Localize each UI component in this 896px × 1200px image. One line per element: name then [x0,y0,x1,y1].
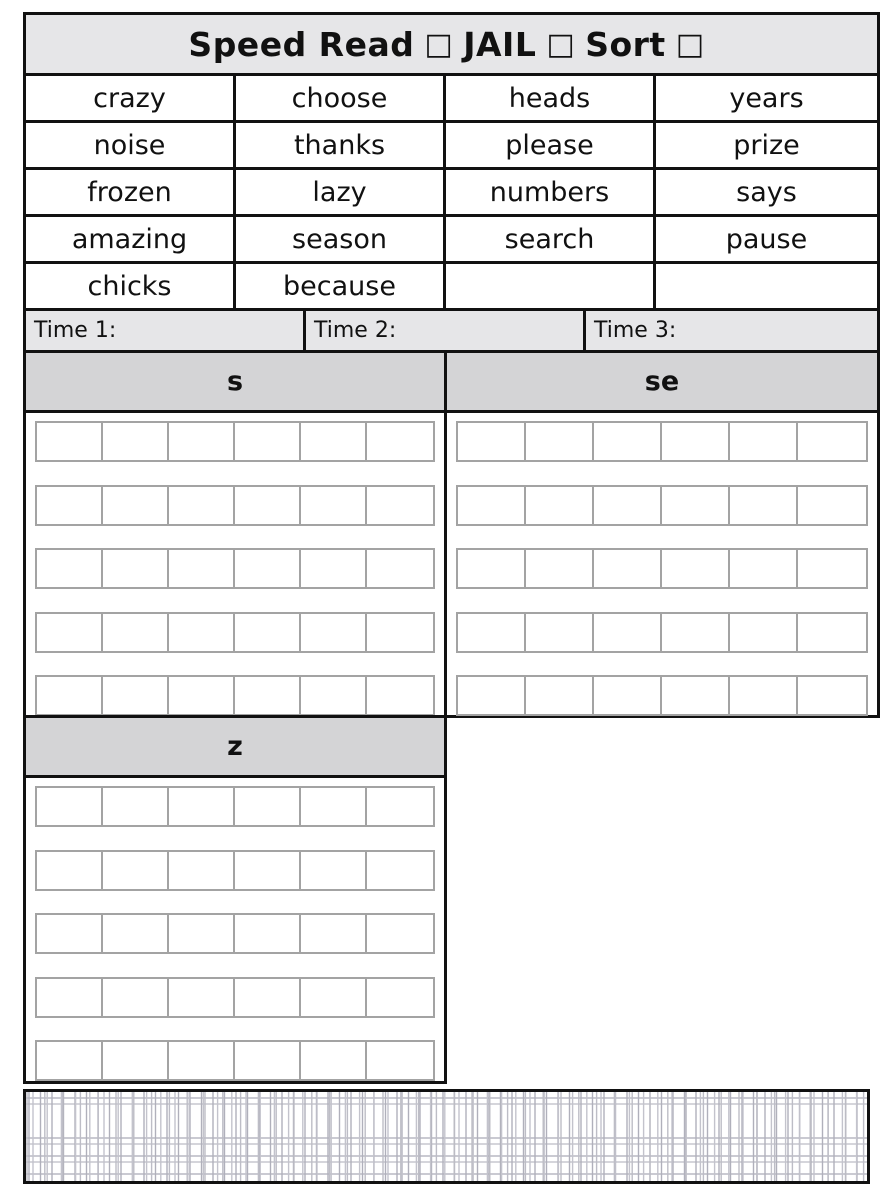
word-cell: lazy [236,167,446,214]
writing-row[interactable] [456,485,868,526]
writing-row[interactable] [35,1040,435,1081]
word-cell: chicks [26,261,236,308]
sort-panel-se [444,350,880,718]
writing-rows [447,413,877,716]
writing-row[interactable] [456,612,868,653]
title-speed-read: Speed Read [188,24,415,64]
word-cell: choose [236,73,446,120]
writing-row[interactable] [456,421,868,462]
writing-row[interactable] [35,612,435,653]
writing-row[interactable] [35,421,435,462]
word-cell: heads [446,73,656,120]
sort-panel-z [23,715,447,1084]
worksheet-title [23,12,880,76]
grid-pattern [26,1092,867,1181]
writing-row[interactable] [35,548,435,589]
writing-row[interactable] [35,675,435,716]
sort-heading: se [447,353,877,413]
word-cell: pause [656,214,877,261]
writing-row[interactable] [35,913,435,954]
decorative-grid-strip [23,1089,870,1184]
checkbox-icon[interactable]: □ [675,26,705,62]
word-cell: season [236,214,446,261]
sort-heading: s [26,353,444,413]
word-cell: noise [26,120,236,167]
word-cell: because [236,261,446,308]
title-jail: JAIL [463,24,537,64]
writing-row[interactable] [456,548,868,589]
word-grid [23,73,880,311]
time-1-field[interactable]: Time 1: [26,311,306,350]
word-cell: amazing [26,214,236,261]
title-sort: Sort [585,24,666,64]
sort-panel-s [23,350,447,718]
word-cell-empty [446,261,656,308]
writing-rows [26,413,444,716]
time-3-field[interactable]: Time 3: [594,318,677,343]
writing-row[interactable] [35,850,435,891]
checkbox-icon[interactable]: □ [546,26,576,62]
checkbox-icon[interactable]: □ [424,26,454,62]
writing-rows [26,778,444,1081]
writing-row[interactable] [35,786,435,827]
word-cell: says [656,167,877,214]
word-cell: thanks [236,120,446,167]
word-cell: years [656,73,877,120]
time-2-field[interactable]: Time 2: [306,311,586,350]
word-cell: please [446,120,656,167]
writing-row[interactable] [35,977,435,1018]
word-cell: crazy [26,73,236,120]
word-cell-empty [656,261,877,308]
word-cell: search [446,214,656,261]
writing-row[interactable] [35,485,435,526]
word-cell: numbers [446,167,656,214]
sort-heading: z [26,718,444,778]
word-cell: frozen [26,167,236,214]
time-row [23,308,880,353]
writing-row[interactable] [456,675,868,716]
word-cell: prize [656,120,877,167]
